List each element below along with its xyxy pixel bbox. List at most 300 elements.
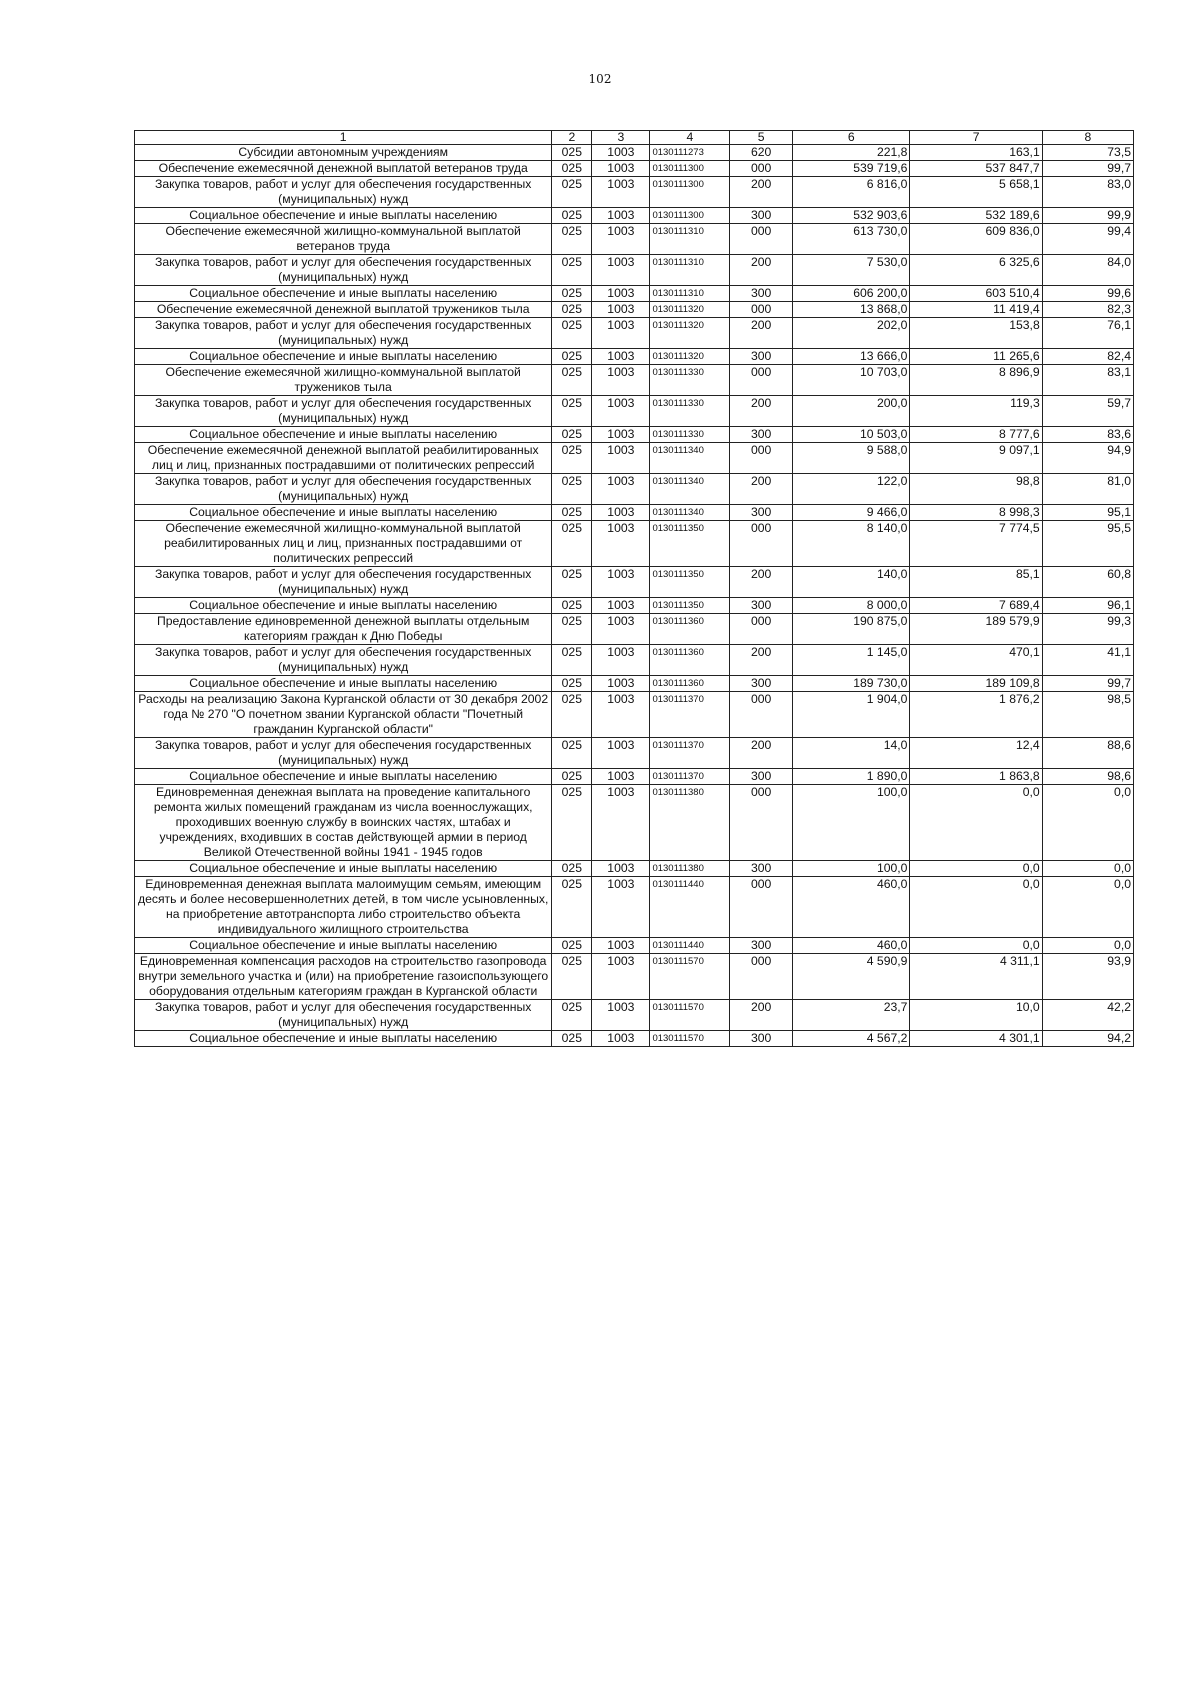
section-code: 1003 bbox=[592, 224, 650, 255]
table-row bbox=[135, 302, 1134, 318]
planned-amount: 606 200,0 bbox=[792, 286, 909, 302]
target-item-code: 0130111370 bbox=[650, 738, 730, 769]
row-name: Социальное обеспечение и иные выплаты населению bbox=[135, 1031, 552, 1047]
expense-type-code: 200 bbox=[730, 396, 793, 427]
section-code: 1003 bbox=[592, 877, 650, 938]
planned-amount: 14,0 bbox=[792, 738, 909, 769]
target-item-code: 0130111330 bbox=[650, 365, 730, 396]
row-name: Закупка товаров, работ и услуг для обеспечения государственных (муниципальных) нужд bbox=[135, 645, 552, 676]
expense-type-code: 300 bbox=[730, 676, 793, 692]
expense-type-code: 000 bbox=[730, 443, 793, 474]
section-code: 1003 bbox=[592, 286, 650, 302]
target-item-code: 0130111380 bbox=[650, 785, 730, 861]
actual-amount: 189 579,9 bbox=[910, 614, 1042, 645]
actual-amount: 0,0 bbox=[910, 877, 1042, 938]
section-code: 1003 bbox=[592, 177, 650, 208]
execution-percent: 94,2 bbox=[1042, 1031, 1133, 1047]
row-name: Единовременная компенсация расходов на строительство газопровода внутри земельного участка и (или) на приобретение газоиспользующего оборудования отдельным категориям граждан в Курганской области bbox=[135, 954, 552, 1000]
table-row bbox=[135, 224, 1134, 255]
section-code: 1003 bbox=[592, 396, 650, 427]
row-name: Социальное обеспечение и иные выплаты населению bbox=[135, 769, 552, 785]
grbs-code: 025 bbox=[552, 302, 592, 318]
expense-type-code: 300 bbox=[730, 861, 793, 877]
expense-type-code: 200 bbox=[730, 318, 793, 349]
column-header: 4 bbox=[650, 131, 730, 145]
planned-amount: 202,0 bbox=[792, 318, 909, 349]
execution-percent: 76,1 bbox=[1042, 318, 1133, 349]
section-code: 1003 bbox=[592, 255, 650, 286]
expense-type-code: 000 bbox=[730, 161, 793, 177]
row-name: Социальное обеспечение и иные выплаты населению bbox=[135, 349, 552, 365]
actual-amount: 1 876,2 bbox=[910, 692, 1042, 738]
execution-percent: 99,7 bbox=[1042, 676, 1133, 692]
section-code: 1003 bbox=[592, 938, 650, 954]
grbs-code: 025 bbox=[552, 692, 592, 738]
column-header: 1 bbox=[135, 131, 552, 145]
expense-type-code: 300 bbox=[730, 1031, 793, 1047]
section-code: 1003 bbox=[592, 1000, 650, 1031]
grbs-code: 025 bbox=[552, 738, 592, 769]
grbs-code: 025 bbox=[552, 954, 592, 1000]
target-item-code: 0130111320 bbox=[650, 349, 730, 365]
execution-percent: 82,3 bbox=[1042, 302, 1133, 318]
planned-amount: 1 145,0 bbox=[792, 645, 909, 676]
target-item-code: 0130111360 bbox=[650, 676, 730, 692]
actual-amount: 10,0 bbox=[910, 1000, 1042, 1031]
section-code: 1003 bbox=[592, 427, 650, 443]
planned-amount: 190 875,0 bbox=[792, 614, 909, 645]
section-code: 1003 bbox=[592, 692, 650, 738]
table-row bbox=[135, 286, 1134, 302]
row-name: Закупка товаров, работ и услуг для обеспечения государственных (муниципальных) нужд bbox=[135, 738, 552, 769]
table-row bbox=[135, 427, 1134, 443]
table-row bbox=[135, 676, 1134, 692]
target-item-code: 0130111273 bbox=[650, 145, 730, 161]
expense-type-code: 300 bbox=[730, 286, 793, 302]
planned-amount: 189 730,0 bbox=[792, 676, 909, 692]
expense-type-code: 000 bbox=[730, 302, 793, 318]
expense-type-code: 000 bbox=[730, 614, 793, 645]
table-row bbox=[135, 954, 1134, 1000]
grbs-code: 025 bbox=[552, 861, 592, 877]
grbs-code: 025 bbox=[552, 598, 592, 614]
actual-amount: 532 189,6 bbox=[910, 208, 1042, 224]
target-item-code: 0130111350 bbox=[650, 598, 730, 614]
actual-amount: 11 265,6 bbox=[910, 349, 1042, 365]
planned-amount: 10 703,0 bbox=[792, 365, 909, 396]
planned-amount: 7 530,0 bbox=[792, 255, 909, 286]
table-row bbox=[135, 785, 1134, 861]
execution-percent: 99,9 bbox=[1042, 208, 1133, 224]
row-name: Закупка товаров, работ и услуг для обеспечения государственных (муниципальных) нужд bbox=[135, 318, 552, 349]
row-name: Социальное обеспечение и иные выплаты населению bbox=[135, 208, 552, 224]
target-item-code: 0130111370 bbox=[650, 769, 730, 785]
actual-amount: 163,1 bbox=[910, 145, 1042, 161]
planned-amount: 23,7 bbox=[792, 1000, 909, 1031]
execution-percent: 0,0 bbox=[1042, 861, 1133, 877]
table-row bbox=[135, 255, 1134, 286]
target-item-code: 0130111350 bbox=[650, 567, 730, 598]
table-row bbox=[135, 365, 1134, 396]
target-item-code: 0130111440 bbox=[650, 877, 730, 938]
table-body bbox=[135, 145, 1134, 1047]
section-code: 1003 bbox=[592, 145, 650, 161]
table-row bbox=[135, 474, 1134, 505]
table-row bbox=[135, 161, 1134, 177]
planned-amount: 100,0 bbox=[792, 861, 909, 877]
grbs-code: 025 bbox=[552, 938, 592, 954]
expense-type-code: 300 bbox=[730, 349, 793, 365]
target-item-code: 0130111300 bbox=[650, 177, 730, 208]
section-code: 1003 bbox=[592, 645, 650, 676]
target-item-code: 0130111310 bbox=[650, 286, 730, 302]
row-name: Обеспечение ежемесячной жилищно-коммунальной выплатой реабилитированных лиц и лиц, признанных пострадавшими от политических репрессий bbox=[135, 521, 552, 567]
target-item-code: 0130111570 bbox=[650, 954, 730, 1000]
planned-amount: 1 890,0 bbox=[792, 769, 909, 785]
actual-amount: 189 109,8 bbox=[910, 676, 1042, 692]
section-code: 1003 bbox=[592, 614, 650, 645]
planned-amount: 10 503,0 bbox=[792, 427, 909, 443]
grbs-code: 025 bbox=[552, 349, 592, 365]
table-row bbox=[135, 769, 1134, 785]
row-name: Социальное обеспечение и иные выплаты населению bbox=[135, 286, 552, 302]
target-item-code: 0130111340 bbox=[650, 474, 730, 505]
expense-type-code: 000 bbox=[730, 692, 793, 738]
planned-amount: 4 590,9 bbox=[792, 954, 909, 1000]
grbs-code: 025 bbox=[552, 145, 592, 161]
target-item-code: 0130111570 bbox=[650, 1000, 730, 1031]
expense-type-code: 200 bbox=[730, 177, 793, 208]
target-item-code: 0130111440 bbox=[650, 938, 730, 954]
row-name: Обеспечение ежемесячной денежной выплатой реабилитированных лиц и лиц, признанных пострадавшими от политических репрессий bbox=[135, 443, 552, 474]
target-item-code: 0130111570 bbox=[650, 1031, 730, 1047]
table-row bbox=[135, 598, 1134, 614]
column-header: 7 bbox=[910, 131, 1042, 145]
target-item-code: 0130111370 bbox=[650, 692, 730, 738]
planned-amount: 8 140,0 bbox=[792, 521, 909, 567]
actual-amount: 153,8 bbox=[910, 318, 1042, 349]
execution-percent: 0,0 bbox=[1042, 877, 1133, 938]
row-name: Социальное обеспечение и иные выплаты населению bbox=[135, 676, 552, 692]
table-row bbox=[135, 443, 1134, 474]
expense-type-code: 200 bbox=[730, 474, 793, 505]
planned-amount: 8 000,0 bbox=[792, 598, 909, 614]
execution-percent: 0,0 bbox=[1042, 938, 1133, 954]
page-number: 102 bbox=[588, 72, 612, 86]
row-name: Закупка товаров, работ и услуг для обеспечения государственных (муниципальных) нужд bbox=[135, 255, 552, 286]
planned-amount: 532 903,6 bbox=[792, 208, 909, 224]
target-item-code: 0130111360 bbox=[650, 614, 730, 645]
table-row bbox=[135, 877, 1134, 938]
expense-type-code: 200 bbox=[730, 567, 793, 598]
actual-amount: 0,0 bbox=[910, 861, 1042, 877]
actual-amount: 1 863,8 bbox=[910, 769, 1042, 785]
table-row bbox=[135, 396, 1134, 427]
execution-percent: 98,5 bbox=[1042, 692, 1133, 738]
execution-percent: 99,4 bbox=[1042, 224, 1133, 255]
table-row bbox=[135, 208, 1134, 224]
section-code: 1003 bbox=[592, 567, 650, 598]
actual-amount: 4 311,1 bbox=[910, 954, 1042, 1000]
target-item-code: 0130111320 bbox=[650, 318, 730, 349]
row-name: Закупка товаров, работ и услуг для обеспечения государственных (муниципальных) нужд bbox=[135, 474, 552, 505]
column-header: 3 bbox=[592, 131, 650, 145]
target-item-code: 0130111340 bbox=[650, 505, 730, 521]
planned-amount: 4 567,2 bbox=[792, 1031, 909, 1047]
actual-amount: 470,1 bbox=[910, 645, 1042, 676]
grbs-code: 025 bbox=[552, 396, 592, 427]
planned-amount: 1 904,0 bbox=[792, 692, 909, 738]
row-name: Предоставление единовременной денежной выплаты отдельным категориям граждан к Дню Победы bbox=[135, 614, 552, 645]
actual-amount: 11 419,4 bbox=[910, 302, 1042, 318]
execution-percent: 59,7 bbox=[1042, 396, 1133, 427]
actual-amount: 7 689,4 bbox=[910, 598, 1042, 614]
planned-amount: 6 816,0 bbox=[792, 177, 909, 208]
table-row bbox=[135, 938, 1134, 954]
expense-type-code: 000 bbox=[730, 521, 793, 567]
grbs-code: 025 bbox=[552, 505, 592, 521]
grbs-code: 025 bbox=[552, 365, 592, 396]
target-item-code: 0130111350 bbox=[650, 521, 730, 567]
expense-type-code: 000 bbox=[730, 877, 793, 938]
row-name: Субсидии автономным учреждениям bbox=[135, 145, 552, 161]
execution-percent: 84,0 bbox=[1042, 255, 1133, 286]
execution-percent: 73,5 bbox=[1042, 145, 1133, 161]
section-code: 1003 bbox=[592, 365, 650, 396]
target-item-code: 0130111340 bbox=[650, 443, 730, 474]
expense-type-code: 000 bbox=[730, 224, 793, 255]
section-code: 1003 bbox=[592, 474, 650, 505]
table-row bbox=[135, 1031, 1134, 1047]
section-code: 1003 bbox=[592, 505, 650, 521]
section-code: 1003 bbox=[592, 738, 650, 769]
planned-amount: 122,0 bbox=[792, 474, 909, 505]
target-item-code: 0130111310 bbox=[650, 224, 730, 255]
target-item-code: 0130111330 bbox=[650, 427, 730, 443]
execution-percent: 95,5 bbox=[1042, 521, 1133, 567]
actual-amount: 0,0 bbox=[910, 938, 1042, 954]
row-name: Обеспечение ежемесячной жилищно-коммунальной выплатой тружеников тыла bbox=[135, 365, 552, 396]
expense-type-code: 300 bbox=[730, 598, 793, 614]
target-item-code: 0130111300 bbox=[650, 208, 730, 224]
execution-percent: 0,0 bbox=[1042, 785, 1133, 861]
expense-type-code: 000 bbox=[730, 365, 793, 396]
table-row bbox=[135, 645, 1134, 676]
column-header: 5 bbox=[730, 131, 793, 145]
grbs-code: 025 bbox=[552, 645, 592, 676]
grbs-code: 025 bbox=[552, 443, 592, 474]
actual-amount: 8 998,3 bbox=[910, 505, 1042, 521]
table-row bbox=[135, 145, 1134, 161]
planned-amount: 613 730,0 bbox=[792, 224, 909, 255]
section-code: 1003 bbox=[592, 598, 650, 614]
target-item-code: 0130111380 bbox=[650, 861, 730, 877]
planned-amount: 140,0 bbox=[792, 567, 909, 598]
planned-amount: 460,0 bbox=[792, 938, 909, 954]
grbs-code: 025 bbox=[552, 255, 592, 286]
grbs-code: 025 bbox=[552, 521, 592, 567]
table-row bbox=[135, 349, 1134, 365]
column-header: 2 bbox=[552, 131, 592, 145]
target-item-code: 0130111320 bbox=[650, 302, 730, 318]
row-name: Закупка товаров, работ и услуг для обеспечения государственных (муниципальных) нужд bbox=[135, 396, 552, 427]
actual-amount: 603 510,4 bbox=[910, 286, 1042, 302]
planned-amount: 13 666,0 bbox=[792, 349, 909, 365]
planned-amount: 9 588,0 bbox=[792, 443, 909, 474]
table-row bbox=[135, 567, 1134, 598]
execution-percent: 98,6 bbox=[1042, 769, 1133, 785]
grbs-code: 025 bbox=[552, 224, 592, 255]
execution-percent: 60,8 bbox=[1042, 567, 1133, 598]
section-code: 1003 bbox=[592, 861, 650, 877]
section-code: 1003 bbox=[592, 769, 650, 785]
actual-amount: 8 896,9 bbox=[910, 365, 1042, 396]
column-number-row bbox=[135, 131, 1134, 145]
table-row bbox=[135, 521, 1134, 567]
column-header: 8 bbox=[1042, 131, 1133, 145]
actual-amount: 5 658,1 bbox=[910, 177, 1042, 208]
table-row bbox=[135, 861, 1134, 877]
row-name: Обеспечение ежемесячной жилищно-коммунальной выплатой ветеранов труда bbox=[135, 224, 552, 255]
section-code: 1003 bbox=[592, 443, 650, 474]
table-row bbox=[135, 177, 1134, 208]
grbs-code: 025 bbox=[552, 614, 592, 645]
section-code: 1003 bbox=[592, 785, 650, 861]
execution-percent: 83,0 bbox=[1042, 177, 1133, 208]
actual-amount: 537 847,7 bbox=[910, 161, 1042, 177]
target-item-code: 0130111310 bbox=[650, 255, 730, 286]
expense-type-code: 200 bbox=[730, 255, 793, 286]
actual-amount: 119,3 bbox=[910, 396, 1042, 427]
actual-amount: 0,0 bbox=[910, 785, 1042, 861]
execution-percent: 88,6 bbox=[1042, 738, 1133, 769]
execution-percent: 99,7 bbox=[1042, 161, 1133, 177]
expense-type-code: 620 bbox=[730, 145, 793, 161]
actual-amount: 12,4 bbox=[910, 738, 1042, 769]
actual-amount: 609 836,0 bbox=[910, 224, 1042, 255]
actual-amount: 85,1 bbox=[910, 567, 1042, 598]
planned-amount: 200,0 bbox=[792, 396, 909, 427]
expense-type-code: 300 bbox=[730, 938, 793, 954]
actual-amount: 8 777,6 bbox=[910, 427, 1042, 443]
grbs-code: 025 bbox=[552, 785, 592, 861]
row-name: Обеспечение ежемесячной денежной выплатой тружеников тыла bbox=[135, 302, 552, 318]
row-name: Закупка товаров, работ и услуг для обеспечения государственных (муниципальных) нужд bbox=[135, 177, 552, 208]
planned-amount: 13 868,0 bbox=[792, 302, 909, 318]
expense-type-code: 300 bbox=[730, 427, 793, 443]
execution-percent: 96,1 bbox=[1042, 598, 1133, 614]
section-code: 1003 bbox=[592, 1031, 650, 1047]
planned-amount: 460,0 bbox=[792, 877, 909, 938]
section-code: 1003 bbox=[592, 349, 650, 365]
planned-amount: 539 719,6 bbox=[792, 161, 909, 177]
grbs-code: 025 bbox=[552, 1031, 592, 1047]
execution-percent: 41,1 bbox=[1042, 645, 1133, 676]
grbs-code: 025 bbox=[552, 877, 592, 938]
grbs-code: 025 bbox=[552, 567, 592, 598]
grbs-code: 025 bbox=[552, 769, 592, 785]
grbs-code: 025 bbox=[552, 676, 592, 692]
expense-type-code: 200 bbox=[730, 645, 793, 676]
execution-percent: 99,6 bbox=[1042, 286, 1133, 302]
grbs-code: 025 bbox=[552, 286, 592, 302]
row-name: Закупка товаров, работ и услуг для обеспечения государственных (муниципальных) нужд bbox=[135, 567, 552, 598]
expense-type-code: 300 bbox=[730, 208, 793, 224]
execution-percent: 94,9 bbox=[1042, 443, 1133, 474]
grbs-code: 025 bbox=[552, 1000, 592, 1031]
row-name: Социальное обеспечение и иные выплаты населению bbox=[135, 861, 552, 877]
budget-table bbox=[134, 130, 1134, 1047]
target-item-code: 0130111300 bbox=[650, 161, 730, 177]
execution-percent: 95,1 bbox=[1042, 505, 1133, 521]
actual-amount: 9 097,1 bbox=[910, 443, 1042, 474]
row-name: Социальное обеспечение и иные выплаты населению bbox=[135, 427, 552, 443]
row-name: Закупка товаров, работ и услуг для обеспечения государственных (муниципальных) нужд bbox=[135, 1000, 552, 1031]
section-code: 1003 bbox=[592, 318, 650, 349]
expense-type-code: 000 bbox=[730, 954, 793, 1000]
execution-percent: 83,1 bbox=[1042, 365, 1133, 396]
execution-percent: 82,4 bbox=[1042, 349, 1133, 365]
expense-type-code: 000 bbox=[730, 785, 793, 861]
execution-percent: 93,9 bbox=[1042, 954, 1133, 1000]
actual-amount: 4 301,1 bbox=[910, 1031, 1042, 1047]
execution-percent: 42,2 bbox=[1042, 1000, 1133, 1031]
column-header: 6 bbox=[792, 131, 909, 145]
actual-amount: 6 325,6 bbox=[910, 255, 1042, 286]
row-name: Социальное обеспечение и иные выплаты населению bbox=[135, 505, 552, 521]
actual-amount: 7 774,5 bbox=[910, 521, 1042, 567]
section-code: 1003 bbox=[592, 676, 650, 692]
grbs-code: 025 bbox=[552, 208, 592, 224]
expense-type-code: 300 bbox=[730, 769, 793, 785]
row-name: Социальное обеспечение и иные выплаты населению bbox=[135, 598, 552, 614]
planned-amount: 9 466,0 bbox=[792, 505, 909, 521]
expense-type-code: 300 bbox=[730, 505, 793, 521]
table-row bbox=[135, 1000, 1134, 1031]
grbs-code: 025 bbox=[552, 177, 592, 208]
section-code: 1003 bbox=[592, 954, 650, 1000]
execution-percent: 81,0 bbox=[1042, 474, 1133, 505]
grbs-code: 025 bbox=[552, 161, 592, 177]
planned-amount: 100,0 bbox=[792, 785, 909, 861]
table-row bbox=[135, 692, 1134, 738]
target-item-code: 0130111360 bbox=[650, 645, 730, 676]
expense-type-code: 200 bbox=[730, 1000, 793, 1031]
section-code: 1003 bbox=[592, 521, 650, 567]
row-name: Единовременная денежная выплата малоимущим семьям, имеющим десять и более несовершеннолетних детей, в том числе усыновленных, на приобретение автотранспорта либо строительство объекта индивидуального жилищного строительства bbox=[135, 877, 552, 938]
table-row bbox=[135, 738, 1134, 769]
table-row bbox=[135, 318, 1134, 349]
section-code: 1003 bbox=[592, 161, 650, 177]
row-name: Единовременная денежная выплата на проведение капитального ремонта жилых помещений гражданам из числа военнослужащих, проходивших военную службу в воинских частях, штабах и учреждениях, входивших в состав действующей армии в период Великой Отечественной войны 1941 - 1945 годов bbox=[135, 785, 552, 861]
row-name: Обеспечение ежемесячной денежной выплатой ветеранов труда bbox=[135, 161, 552, 177]
row-name: Социальное обеспечение и иные выплаты населению bbox=[135, 938, 552, 954]
grbs-code: 025 bbox=[552, 427, 592, 443]
planned-amount: 221,8 bbox=[792, 145, 909, 161]
row-name: Расходы на реализацию Закона Курганской области от 30 декабря 2002 года № 270 "О почетном звании Курганской области "Почетный гражданин Курганской области" bbox=[135, 692, 552, 738]
section-code: 1003 bbox=[592, 208, 650, 224]
grbs-code: 025 bbox=[552, 474, 592, 505]
target-item-code: 0130111330 bbox=[650, 396, 730, 427]
expense-type-code: 200 bbox=[730, 738, 793, 769]
table-row bbox=[135, 505, 1134, 521]
execution-percent: 99,3 bbox=[1042, 614, 1133, 645]
execution-percent: 83,6 bbox=[1042, 427, 1133, 443]
actual-amount: 98,8 bbox=[910, 474, 1042, 505]
table-row bbox=[135, 614, 1134, 645]
grbs-code: 025 bbox=[552, 318, 592, 349]
section-code: 1003 bbox=[592, 302, 650, 318]
